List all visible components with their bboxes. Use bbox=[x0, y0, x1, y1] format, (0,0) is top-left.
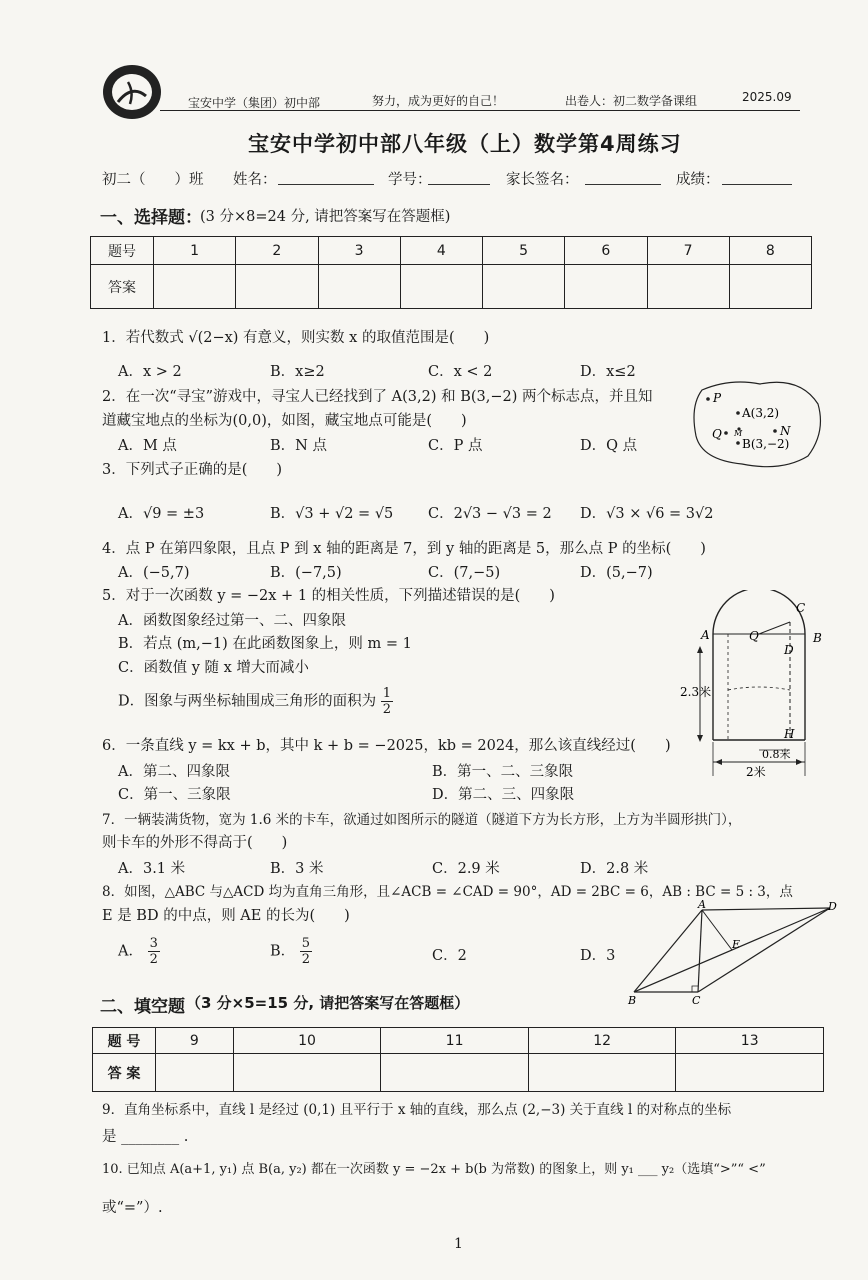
q2-label-b: B(3,−2) bbox=[742, 437, 790, 451]
tunnel-label-d: D bbox=[784, 643, 794, 657]
q8-option-b-fraction bbox=[300, 936, 312, 967]
qnum-3: 3 bbox=[318, 237, 400, 265]
q8-option-a[interactable] bbox=[118, 936, 160, 967]
q5-option-a[interactable]: A．函数图象经过第一、二、四象限 bbox=[118, 613, 346, 629]
header-school: 宝安中学（集团）初中部 bbox=[188, 96, 321, 110]
q8-option-a-fraction bbox=[148, 936, 160, 967]
answer-cell-11[interactable] bbox=[381, 1054, 529, 1092]
tunnel-width-label: 2米 bbox=[746, 765, 766, 779]
q8-option-b-label: B． bbox=[270, 943, 296, 960]
q8-b-numerator: 5 bbox=[301, 936, 311, 951]
q3-stem: 3．下列式子正确的是( ) bbox=[102, 462, 283, 478]
q7-option-d[interactable]: D．2.8 米 bbox=[580, 861, 649, 877]
qnum-6: 6 bbox=[565, 237, 647, 265]
answer-cell-1[interactable] bbox=[154, 265, 236, 309]
q2-label-n: N bbox=[780, 424, 791, 438]
q8-label-d: D bbox=[828, 900, 837, 913]
section2-answer-table bbox=[92, 1027, 824, 1092]
q2-option-c[interactable]: C．P 点 bbox=[428, 438, 483, 454]
q8-stem-line1: 8．如图，△ABC 与△ACD 均为直角三角形，且∠ACB = ∠CAD = 90°，AD = 2BC = 6，AB : BC = 5 : 3，点 bbox=[102, 884, 793, 900]
section1-note: (3 分×8=24 分, 请把答案写在答题框) bbox=[200, 209, 451, 225]
school-logo-icon bbox=[100, 62, 164, 122]
q6-option-d[interactable]: D．第二、三、四象限 bbox=[432, 787, 575, 803]
info-parent: 家长签名： bbox=[506, 172, 579, 188]
q5-frac-denominator: 2 bbox=[382, 702, 392, 717]
q4-option-b[interactable]: B．(−7,5) bbox=[270, 565, 342, 581]
q7-option-c[interactable]: C．2.9 米 bbox=[432, 861, 500, 877]
q3-option-c[interactable]: C．2√3 − √3 = 2 bbox=[428, 506, 552, 522]
qnum-12: 12 bbox=[528, 1028, 676, 1054]
q8-label-e: E bbox=[732, 938, 741, 951]
q7-stem-line2: 则卡车的外形不得高于( ) bbox=[102, 835, 288, 851]
qnum-9: 9 bbox=[156, 1028, 234, 1054]
q5-option-c[interactable]: C．函数值 y 随 x 增大而减小 bbox=[118, 660, 309, 676]
q8-triangle-figure bbox=[622, 896, 846, 1006]
q7-option-b[interactable]: B．3 米 bbox=[270, 861, 324, 877]
q2-option-d[interactable]: D．Q 点 bbox=[580, 438, 638, 454]
answer-cell-8[interactable] bbox=[729, 265, 811, 309]
q2-label-q: Q bbox=[712, 427, 722, 441]
tunnel-height-label: 2.3米 bbox=[680, 685, 712, 699]
q2-label-a: A(3,2) bbox=[742, 406, 780, 420]
answer-cell-3[interactable] bbox=[318, 265, 400, 309]
q10-stem-line1: 10. 已知点 A(a+1, y₁) 点 B(a, y₂) 都在一次函数 y = −2x + b(b 为常数) 的图象上，则 y₁ ___ y₂（选填“>”“ <” bbox=[102, 1162, 766, 1177]
table2-label-num: 题 号 bbox=[93, 1028, 156, 1054]
header-rule bbox=[160, 110, 800, 111]
q8-a-denominator: 2 bbox=[149, 952, 158, 967]
q7-stem-line1: 7．一辆装满货物，宽为 1.6 米的卡车，欲通过如图所示的隧道（隧道下方为长方形，上方为半圆形拱门）， bbox=[102, 812, 742, 828]
q8-a-numerator: 3 bbox=[149, 936, 158, 951]
q8-option-b[interactable] bbox=[270, 936, 312, 967]
name-blank[interactable] bbox=[278, 184, 374, 185]
parent-blank[interactable] bbox=[585, 184, 661, 185]
answer-cell-2[interactable] bbox=[236, 265, 318, 309]
q7-option-a[interactable]: A．3.1 米 bbox=[118, 861, 186, 877]
q8-option-a-label: A． bbox=[118, 943, 143, 960]
q2-option-a[interactable]: A．M 点 bbox=[118, 438, 177, 454]
q6-option-a[interactable]: A．第二、四象限 bbox=[118, 764, 230, 780]
q9-stem-line1: 9．直角坐标系中，直线 l 是经过 (0,1) 且平行于 x 轴的直线，那么点 (2,−3) 关于直线 l 的对称点的坐标 bbox=[102, 1102, 732, 1118]
q8-stem-line2: E 是 BD 的中点，则 AE 的长为( ) bbox=[102, 908, 350, 924]
qnum-4: 4 bbox=[400, 237, 482, 265]
q2-stem-line1: 2．在一次“寻宝”游戏中，寻宝人已经找到了 A(3,2) 和 B(3,−2) 两个标志点，并且知 bbox=[102, 389, 653, 405]
q5-stem: 5．对于一次函数 y = −2x + 1 的相关性质，下列描述错误的是( ) bbox=[102, 588, 555, 604]
qnum-2: 2 bbox=[236, 237, 318, 265]
q8-option-c[interactable]: C．2 bbox=[432, 948, 467, 964]
info-class: 初二（ ）班 bbox=[102, 172, 204, 188]
q2-option-b[interactable]: B．N 点 bbox=[270, 438, 327, 454]
q4-option-d[interactable]: D．(5,−7) bbox=[580, 565, 653, 581]
header-motto: 努力，成为更好的自己！ bbox=[372, 94, 505, 108]
qnum-7: 7 bbox=[647, 237, 729, 265]
info-score: 成绩： bbox=[676, 172, 720, 188]
q5-fraction bbox=[381, 686, 393, 717]
header-date: 2025.09 bbox=[742, 90, 792, 104]
header-author: 出卷人：初二数学备课组 bbox=[565, 94, 698, 108]
q5-option-d-text: D．图象与两坐标轴围成三角形的面积为 bbox=[118, 693, 377, 710]
q5-option-d[interactable] bbox=[118, 686, 393, 717]
qnum-8: 8 bbox=[729, 237, 811, 265]
answer-cell-7[interactable] bbox=[647, 265, 729, 309]
q1-option-a[interactable]: A．x > 2 bbox=[118, 364, 182, 380]
answer-cell-6[interactable] bbox=[565, 265, 647, 309]
qnum-13: 13 bbox=[676, 1028, 824, 1054]
q1-option-c[interactable]: C．x < 2 bbox=[428, 364, 493, 380]
q1-option-d[interactable]: D．x≤2 bbox=[580, 364, 636, 380]
answer-cell-5[interactable] bbox=[483, 265, 565, 309]
section2-note: （3 分×5=15 分, 请把答案写在答题框） bbox=[186, 994, 470, 1012]
tunnel-label-h: H bbox=[784, 727, 795, 741]
number-blank[interactable] bbox=[428, 184, 490, 185]
score-blank[interactable] bbox=[722, 184, 792, 185]
q9-stem-line2[interactable]: 是 ________ . bbox=[102, 1129, 189, 1145]
qnum-11: 11 bbox=[381, 1028, 529, 1054]
q1-option-b[interactable]: B．x≥2 bbox=[270, 364, 325, 380]
q8-option-d[interactable]: D．3 bbox=[580, 948, 616, 964]
q2-stem-line2: 道藏宝地点的坐标为(0,0)，如图，藏宝地点可能是( ) bbox=[102, 413, 467, 429]
q8-label-c: C bbox=[692, 994, 701, 1006]
section1-answer-table bbox=[90, 236, 812, 309]
page-title: 宝安中学初中部八年级（上）数学第4周练习 bbox=[248, 132, 682, 156]
table-label-num: 题号 bbox=[91, 237, 154, 265]
info-number: 学号： bbox=[388, 172, 432, 188]
q10-stem-line2: 或“=”）. bbox=[102, 1200, 163, 1216]
q2-treasure-figure bbox=[690, 376, 826, 472]
answer-cell-13[interactable] bbox=[676, 1054, 824, 1092]
tunnel-label-c: C bbox=[796, 601, 806, 615]
q6-option-b[interactable]: B．第一、二、三象限 bbox=[432, 764, 574, 780]
q2-label-m: M bbox=[734, 429, 743, 438]
q8-label-b: B bbox=[628, 994, 637, 1006]
q2-label-p: P bbox=[713, 391, 722, 405]
q5-option-b[interactable]: B．若点 (m,−1) 在此函数图象上，则 m = 1 bbox=[118, 636, 412, 652]
tunnel-truck-label: 0.8米 bbox=[762, 748, 791, 761]
q4-option-a[interactable]: A．(−5,7) bbox=[118, 565, 190, 581]
answer-cell-12[interactable] bbox=[528, 1054, 676, 1092]
q8-label-a: A bbox=[698, 898, 706, 911]
q3-option-d[interactable]: D．√3 × √6 = 3√2 bbox=[580, 506, 714, 522]
tunnel-label-q: Q bbox=[749, 629, 759, 643]
q5-frac-numerator: 1 bbox=[382, 686, 392, 701]
table2-label-ans: 答 案 bbox=[93, 1054, 156, 1092]
tunnel-label-b: B bbox=[813, 631, 822, 645]
q6-option-c[interactable]: C．第一、三象限 bbox=[118, 787, 231, 803]
q3-option-a[interactable]: A．√9 = ±3 bbox=[118, 506, 205, 522]
q6-stem: 6．一条直线 y = kx + b，其中 k + b = −2025，kb = 2024，那么该直线经过( ) bbox=[102, 738, 671, 754]
page-number: 1 bbox=[454, 1236, 463, 1252]
qnum-10: 10 bbox=[233, 1028, 381, 1054]
table-label-ans: 答案 bbox=[91, 265, 154, 309]
q3-option-b[interactable]: B．√3 + √2 = √5 bbox=[270, 506, 394, 522]
section2-heading: 二、填空题 bbox=[100, 997, 185, 1017]
q4-stem: 4．点 P 在第四象限，且点 P 到 x 轴的距离是 7，到 y 轴的距离是 5，那么点 P 的坐标( ) bbox=[102, 541, 706, 557]
qnum-1: 1 bbox=[154, 237, 236, 265]
answer-cell-10[interactable] bbox=[233, 1054, 381, 1092]
answer-cell-4[interactable] bbox=[400, 265, 482, 309]
section1-heading: 一、选择题： bbox=[100, 208, 202, 228]
q4-option-c[interactable]: C．(7,−5) bbox=[428, 565, 501, 581]
q8-b-denominator: 2 bbox=[301, 952, 311, 967]
qnum-5: 5 bbox=[483, 237, 565, 265]
tunnel-label-a: A bbox=[701, 628, 710, 642]
q1-stem: 1．若代数式 √(2−x) 有意义，则实数 x 的取值范围是( ) bbox=[102, 330, 490, 346]
answer-cell-9[interactable] bbox=[156, 1054, 234, 1092]
info-name: 姓名： bbox=[233, 172, 277, 188]
tunnel-figure bbox=[680, 590, 830, 782]
